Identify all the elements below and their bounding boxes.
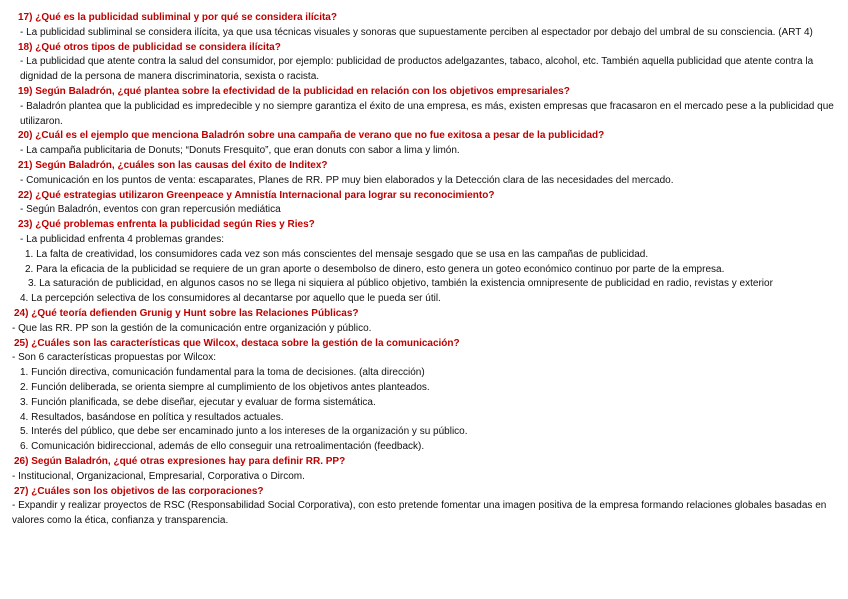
question-23 [18, 218, 836, 307]
question-20 [18, 129, 836, 159]
answer-text: - La publicidad subliminal se considera ilícita, ya que usa técnicas visuales y sonoras que supuestamente perciben al espectador por debajo del umbral de su consciencia. (ART 4) [20, 26, 813, 38]
answer-text: - Baladrón plantea que la publicidad es impredecible y no siempre garantiza el éxito de una empresa, es más, existen empresas que fracasaron en el mercado pese a la publicidad que utilizaron. [20, 100, 834, 127]
question-heading: 21) Según Baladrón, ¿cuáles son las causas del éxito de Inditex? [18, 159, 328, 171]
question-17 [18, 11, 836, 41]
question-heading: 17) ¿Qué es la publicidad subliminal y por qué se considera ilícita? [18, 12, 337, 23]
question-heading: 20) ¿Cuál es el ejemplo que menciona Baladrón sobre una campaña de verano que no fue exitosa a pesar de la publicidad? [18, 130, 605, 142]
answer-text: - Que las RR. PP son la gestión de la comunicación entre organización y público. [12, 322, 372, 334]
question-21 [18, 159, 836, 189]
question-heading: 23) ¿Qué problemas enfrenta la publicidad según Ries y Ries? [18, 219, 315, 231]
question-25 [12, 337, 836, 455]
answer-text: - Según Baladrón, eventos con gran repercusión mediática [20, 204, 281, 216]
list-item: 1. Función directiva, comunicación fundamental para la toma de decisiones. (alta dirección) [20, 367, 425, 379]
question-heading: 25) ¿Cuáles son las características que Wilcox, destaca sobre la gestión de la comunicación? [14, 337, 460, 349]
list-item: 2. Para la eficacia de la publicidad se requiere de un gran aporte o desembolso de dinero, esto genera un goteo económico continuo por parte de la empresa. [25, 263, 725, 275]
list-item: 3. La saturación de publicidad, en algunos casos no se llega ni siquiera al público objetivo, también la existencia omnipresente de publicidad en radio, revistas y exterior [28, 278, 773, 290]
answer-text: - Expandir y realizar proyectos de RSC (Responsabilidad Social Corporativa), con esto pretende fomentar una imagen positiva de la empresa formando relaciones globales basadas en valores como la ética, confianza y transparencia. [12, 500, 827, 527]
question-26 [12, 455, 836, 485]
answer-text: - Institucional, Organizacional, Empresarial, Corporativa o Dircom. [12, 470, 305, 482]
question-18 [18, 41, 836, 85]
document-body [12, 11, 836, 529]
list-item: 1. La falta de creatividad, los consumidores cada vez son más conscientes del mensaje sesgado que se usa en las campañas de publicidad. [25, 248, 649, 260]
question-heading: 19) Según Baladrón, ¿qué plantea sobre la efectividad de la publicidad en relación con los objetivos empresariales? [18, 85, 570, 97]
question-heading: 18) ¿Qué otros tipos de publicidad se considera ilícita? [18, 41, 281, 53]
answer-text: - La publicidad que atente contra la salud del consumidor, por ejemplo: publicidad de productos adelgazantes, tabaco, alcohol, etc. También aquella publicidad que atente contra la dignidad de la persona de manera discriminatoria, sexista o racista. [20, 56, 814, 83]
answer-text: - La publicidad enfrenta 4 problemas grandes: [20, 233, 225, 245]
answer-text: - Son 6 características propuestas por Wilcox: [12, 352, 216, 364]
list-item: 6. Comunicación bidireccional, además de ello conseguir una retroalimentación (feedback). [20, 441, 425, 453]
question-heading: 27) ¿Cuáles son los objetivos de las corporaciones? [14, 485, 264, 497]
list-item: 5. Interés del público, que debe ser encaminado junto a los intereses de la organización y su público. [20, 426, 468, 438]
list-item: 3. Función planificada, se debe diseñar, ejecutar y evaluar de forma sistemática. [20, 396, 376, 408]
answer-text: - Comunicación en los puntos de venta: escaparates, Planes de RR. PP muy bien elaborados y la Detección clara de las necesidades del mercado. [20, 174, 674, 186]
question-19 [18, 85, 836, 129]
answer-text: - La campaña publicitaria de Donuts; “Donuts Fresquito”, que eran donuts con sabor a lima y limón. [20, 145, 460, 157]
list-item: 2. Función deliberada, se orienta siempre al cumplimiento de los objetivos antes planteados. [20, 381, 430, 393]
question-heading: 22) ¿Qué estrategias utilizaron Greenpeace y Amnistía Internacional para lograr su reconocimiento? [18, 189, 495, 201]
list-item: 4. La percepción selectiva de los consumidores al decantarse por aquello que le pueda ser útil. [20, 293, 441, 305]
question-22 [18, 189, 836, 219]
question-27 [12, 485, 836, 529]
question-heading: 24) ¿Qué teoría defienden Grunig y Hunt sobre las Relaciones Públicas? [14, 307, 359, 319]
list-item: 4. Resultados, basándose en política y resultados actuales. [20, 411, 284, 423]
question-heading: 26) Según Baladrón, ¿qué otras expresiones hay para definir RR. PP? [14, 455, 346, 467]
question-24 [12, 307, 836, 337]
